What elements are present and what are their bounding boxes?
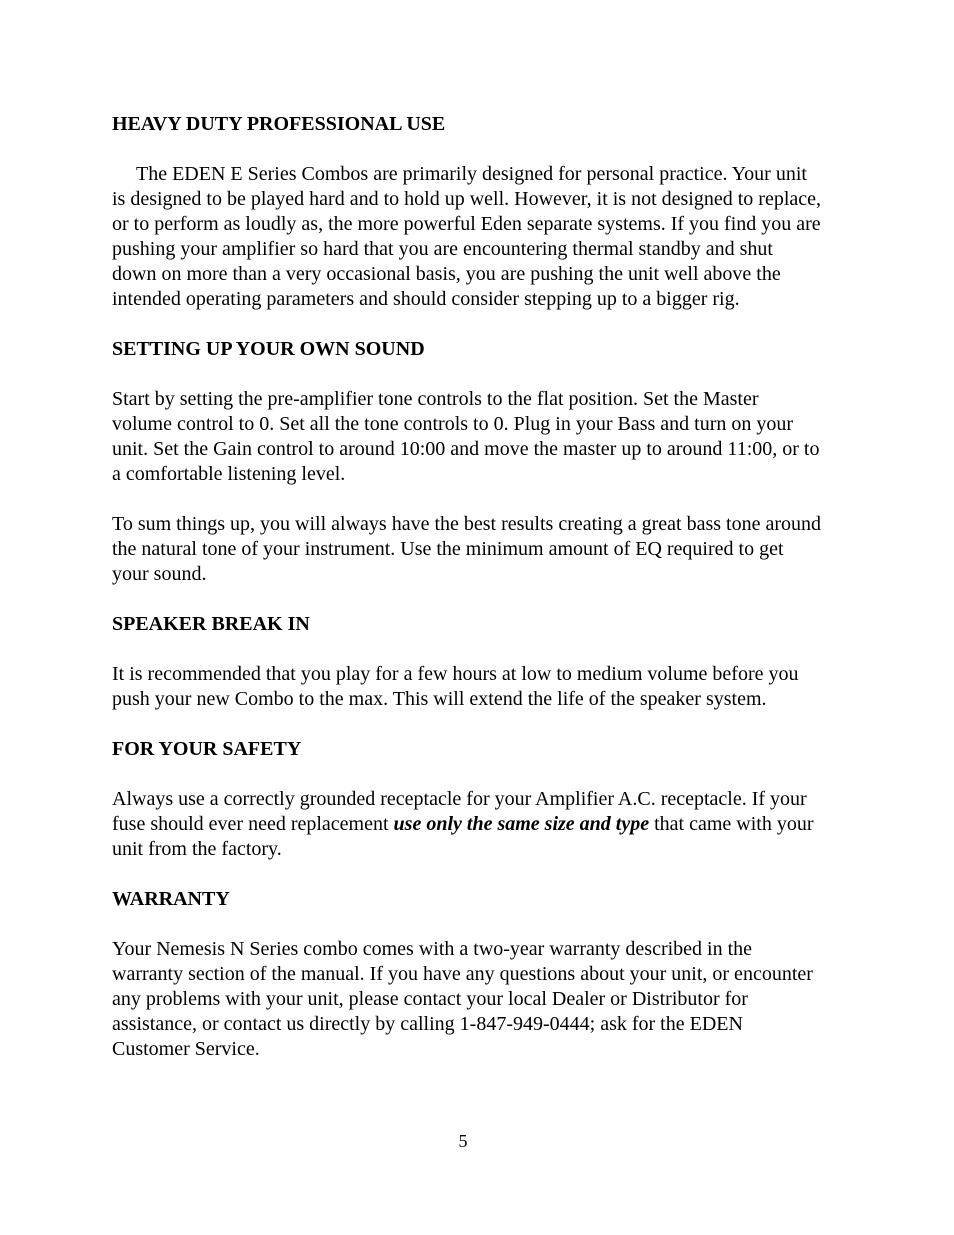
section-setting-up — [112, 337, 822, 587]
heading-speaker-break-in: SPEAKER BREAK IN — [112, 613, 310, 635]
safety-emphasis: use only the same size and type — [393, 813, 650, 835]
section-speaker-break-in — [112, 612, 822, 712]
paragraph-safety — [112, 787, 822, 862]
paragraph-setting-up-2: To sum things up, you will always have the best results creating a great bass tone around the natural tone of your instrument. Use the minimum amount of EQ required to get your sound. — [112, 513, 821, 585]
document-page — [112, 112, 822, 1062]
paragraph-warranty: Your Nemesis N Series combo comes with a two-year warranty described in the warranty section of the manual. If you have any questions about your unit, or encounter any problems with your unit, please contact your local Dealer or Distributor for assistance, or contact us directly by calling 1-847-949-0444; ask for the EDEN Customer Service. — [112, 938, 813, 1060]
paragraph-setting-up-1: Start by setting the pre-amplifier tone controls to the flat position. Set the Master volume control to 0. Set all the tone controls to 0. Plug in your Bass and turn on your unit. Set the Gain control to around 10:00 and move the master up to around 11:00, or to a comfortable listening level. — [112, 388, 820, 485]
heading-warranty: WARRANTY — [112, 888, 230, 910]
paragraph-heavy-duty: The EDEN E Series Combos are primarily designed for personal practice. Your unit is designed to be played hard and to hold up well. However, it is not designed to replace, or to perform as loudly as, the more powerful Eden separate systems. If you find you are pushing your amplifier so hard that you are encountering thermal standby and shut down on more than a very occasional basis, you are pushing the unit well above the intended operating parameters and should consider stepping up to a bigger rig. — [112, 163, 822, 310]
page-number: 5 — [458, 1131, 468, 1151]
heading-heavy-duty: HEAVY DUTY PROFESSIONAL USE — [112, 113, 446, 135]
safety-text-before: Always use a correctly grounded receptacle for your Amplifier A.C. receptacle. If your fuse should ever need replacement — [112, 788, 807, 835]
section-warranty — [112, 887, 822, 1062]
section-safety — [112, 737, 822, 862]
heading-safety: FOR YOUR SAFETY — [112, 738, 302, 760]
paragraph-speaker-break-in: It is recommended that you play for a few hours at low to medium volume before you push your new Combo to the max. This will extend the life of the speaker system. — [112, 663, 799, 710]
heading-setting-up: SETTING UP YOUR OWN SOUND — [112, 338, 425, 360]
section-heavy-duty — [112, 112, 822, 312]
safety-text-after: that came with your unit from the factory. — [112, 813, 814, 860]
